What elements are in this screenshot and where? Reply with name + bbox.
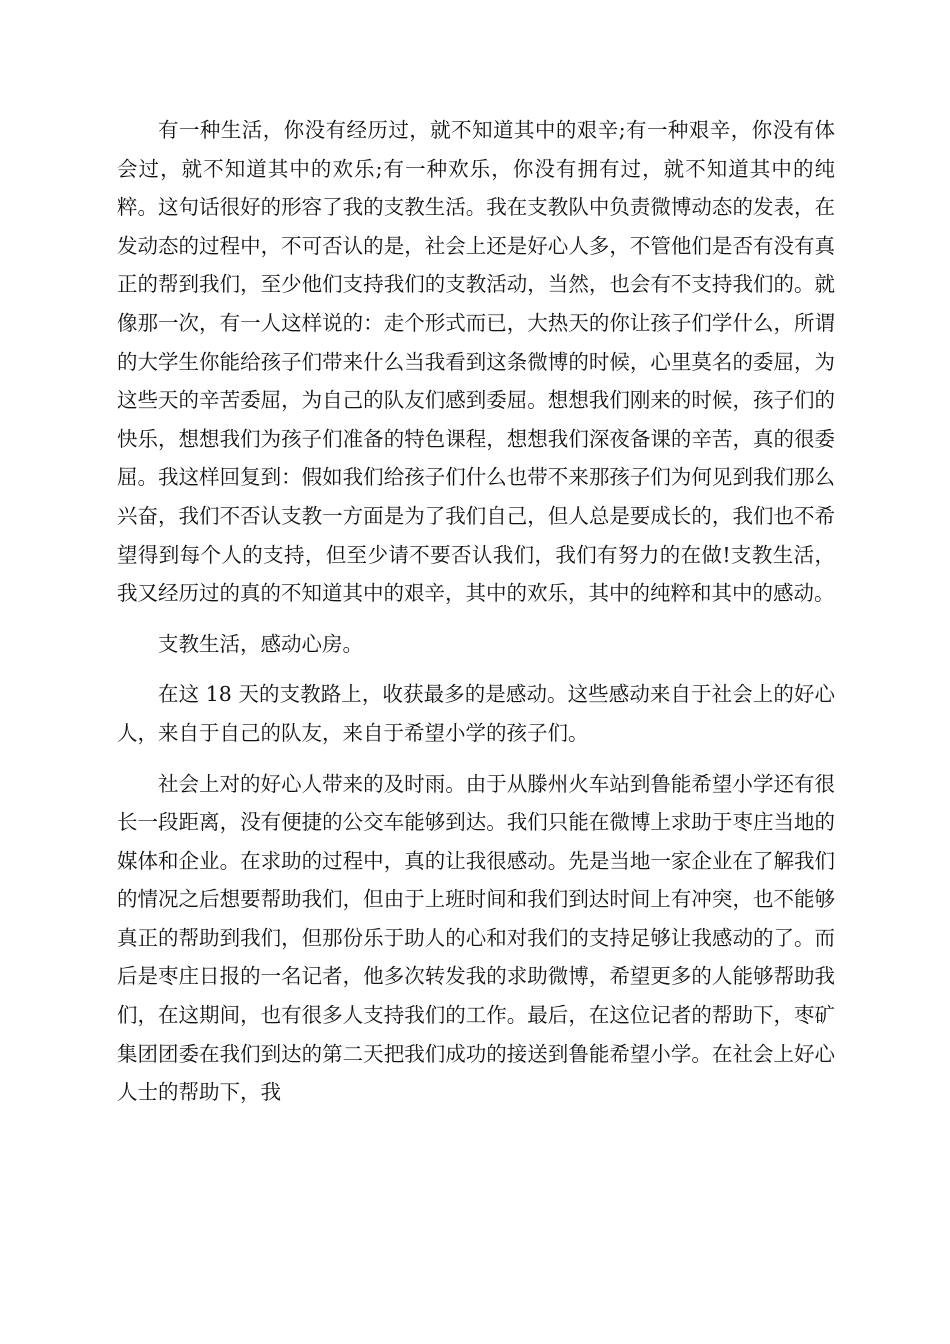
paragraph-2: 支教生活，感动心房。 — [158, 631, 363, 656]
paragraph-4: 社会上对的好心人带来的及时雨。由于从滕州火车站到鲁能希望小学还有很长一段距离，没有便捷的公交车能够到达。我们只能在微博上求助于枣庄当地的媒体和企业。在求助的过程中，真的让我很感动。先是当地一家企业在了解我们的情况之后想要帮助我们，但由于上班时间和我们到达时间上有冲突，也不能够真正的帮助到我们，但那份乐于助人的心和对我们的支持足够让我感动的了。而后是枣庄日报的一名记者，他多次转发我的求助微博，希望更多的人能够帮助我们，在这期间，也有很多人支持我们的工作。最后，在这位记者的帮助下，枣矿集团团委在我们到达的第二天把我们成功的接送到鲁能希望小学。在社会上好心人士的帮助下，我 — [117, 771, 835, 1105]
paragraph-1: 有一种生活，你没有经历过，就不知道其中的艰辛;有一种艰辛，你没有体会过，就不知道其中的欢乐;有一种欢乐，你没有拥有过，就不知道其中的纯粹。这句话很好的形容了我的支教生活。我在支教队中负责微博动态的发表，在发动态的过程中，不可否认的是，社会上还是好心人多，不管他们是否有没有真正的帮到我们，至少他们支持我们的支教活动，当然，也会有不支持我们的。就像那一次，有一人这样说的：走个形式而已，大热天的你让孩子们学什么，所谓的大学生你能给孩子们带来什么当我看到这条微博的时候，心里莫名的委屈，为这些天的辛苦委屈，为自己的队友们感到委屈。想想我们刚来的时候，孩子们的快乐，想想我们为孩子们准备的特色课程，想想我们深夜备课的辛苦，真的很委屈。我这样回复到：假如我们给孩子们什么也带不来那孩子们为何见到我们那么兴奋，我们不否认支教一方面是为了我们自己，但人总是要成长的，我们也不希望得到每个人的支持，但至少请不要否认我们，我们有努力的在做!支教生活，我又经历过的真的不知道其中的艰辛，其中的欢乐，其中的纯粹和其中的感动。 — [117, 118, 835, 606]
paragraph-3: 在这 18 天的支教路上，收获最多的是感动。这些感动来自于社会上的好心人，来自于自己的队友，来自于希望小学的孩子们。 — [117, 682, 835, 745]
document-body — [117, 111, 835, 1124]
